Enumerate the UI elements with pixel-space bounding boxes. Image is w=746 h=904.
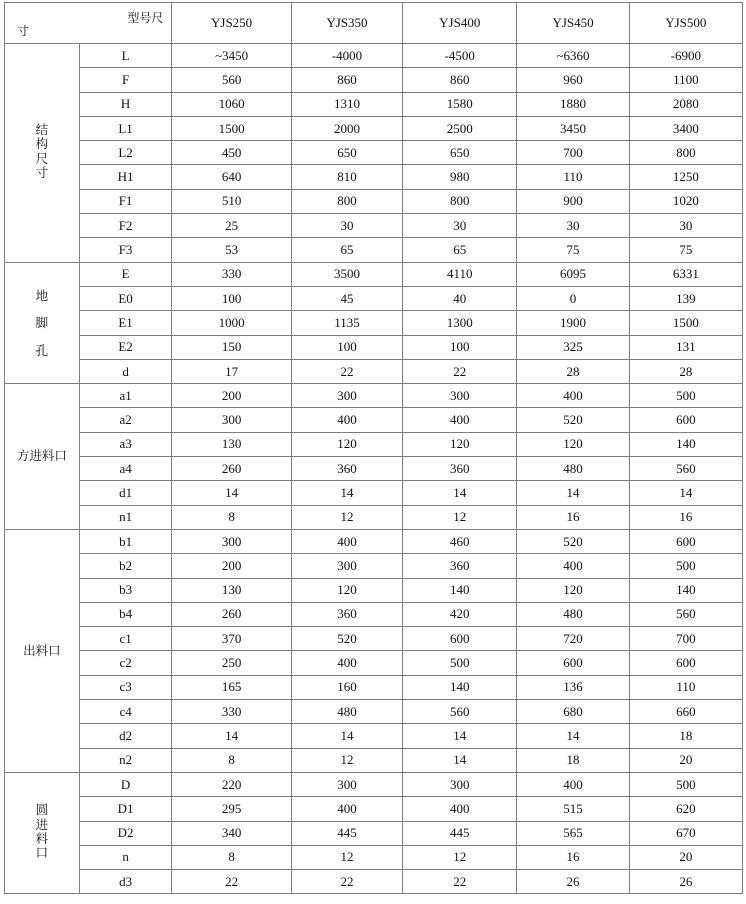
corner-header-cell xyxy=(5,3,172,44)
value-cell: 140 xyxy=(403,675,517,699)
value-cell: 120 xyxy=(517,578,629,602)
value-cell: 800 xyxy=(403,189,517,213)
param-name-cell: b4 xyxy=(79,602,172,626)
value-cell: 130 xyxy=(172,432,292,456)
value-cell: 16 xyxy=(517,845,629,869)
value-cell: 340 xyxy=(172,821,292,845)
value-cell: 14 xyxy=(172,724,292,748)
value-cell: 800 xyxy=(629,141,742,165)
value-cell: 20 xyxy=(629,748,742,772)
value-cell: 360 xyxy=(291,457,402,481)
table-row xyxy=(5,214,743,238)
value-cell: 450 xyxy=(172,141,292,165)
value-cell: 600 xyxy=(629,408,742,432)
param-name-cell: F xyxy=(79,68,172,92)
group-label-cell xyxy=(5,44,80,263)
table-row xyxy=(5,700,743,724)
value-cell: 560 xyxy=(172,68,292,92)
table-row xyxy=(5,529,743,553)
value-cell: 140 xyxy=(403,578,517,602)
param-name-cell: H1 xyxy=(79,165,172,189)
param-name-cell: n2 xyxy=(79,748,172,772)
value-cell: 30 xyxy=(291,214,402,238)
param-name-cell: c1 xyxy=(79,627,172,651)
param-name-cell: E2 xyxy=(79,335,172,359)
value-cell: 75 xyxy=(517,238,629,262)
value-cell: 140 xyxy=(629,432,742,456)
value-cell: 1500 xyxy=(629,311,742,335)
model-header: YJS450 xyxy=(517,3,629,44)
value-cell: 980 xyxy=(403,165,517,189)
value-cell: 330 xyxy=(172,262,292,286)
param-name-cell: a4 xyxy=(79,457,172,481)
value-cell: 400 xyxy=(517,384,629,408)
param-name-cell: c2 xyxy=(79,651,172,675)
table-row xyxy=(5,384,743,408)
param-name-cell: b2 xyxy=(79,554,172,578)
value-cell: 1300 xyxy=(403,311,517,335)
table-row xyxy=(5,651,743,675)
param-name-cell: H xyxy=(79,92,172,116)
value-cell: 960 xyxy=(517,68,629,92)
value-cell: 560 xyxy=(403,700,517,724)
value-cell: 22 xyxy=(403,359,517,383)
value-cell: 360 xyxy=(291,602,402,626)
value-cell: 1020 xyxy=(629,189,742,213)
value-cell: 400 xyxy=(517,554,629,578)
table-row xyxy=(5,748,743,772)
dimension-table xyxy=(4,2,743,894)
table-row xyxy=(5,481,743,505)
value-cell: 700 xyxy=(517,141,629,165)
value-cell: 14 xyxy=(172,481,292,505)
param-name-cell: L xyxy=(79,44,172,68)
value-cell: 14 xyxy=(403,724,517,748)
group-label: 圆进料口 xyxy=(35,802,49,861)
param-name-cell: b3 xyxy=(79,578,172,602)
value-cell: 445 xyxy=(403,821,517,845)
group-label: 出料口 xyxy=(23,642,61,658)
value-cell: 14 xyxy=(517,724,629,748)
value-cell: 75 xyxy=(629,238,742,262)
model-header: YJS500 xyxy=(629,3,742,44)
value-cell: 6095 xyxy=(517,262,629,286)
table-row xyxy=(5,189,743,213)
value-cell: 300 xyxy=(403,772,517,796)
value-cell: 16 xyxy=(629,505,742,529)
group-label-cell xyxy=(5,262,80,383)
value-cell: 260 xyxy=(172,602,292,626)
param-name-cell: a3 xyxy=(79,432,172,456)
value-cell: 30 xyxy=(403,214,517,238)
value-cell: 150 xyxy=(172,335,292,359)
param-name-cell: L2 xyxy=(79,141,172,165)
table-row xyxy=(5,44,743,68)
group-label: 地脚孔 xyxy=(35,287,49,358)
value-cell: 12 xyxy=(291,505,402,529)
value-cell: 460 xyxy=(403,529,517,553)
param-name-cell: d3 xyxy=(79,870,172,894)
param-name-cell: d2 xyxy=(79,724,172,748)
value-cell: 860 xyxy=(403,68,517,92)
value-cell: 1060 xyxy=(172,92,292,116)
value-cell: -6900 xyxy=(629,44,742,68)
value-cell: 640 xyxy=(172,165,292,189)
value-cell: 900 xyxy=(517,189,629,213)
value-cell: 2000 xyxy=(291,116,402,140)
value-cell: 30 xyxy=(629,214,742,238)
value-cell: 45 xyxy=(291,286,402,310)
table-row xyxy=(5,92,743,116)
value-cell: 131 xyxy=(629,335,742,359)
value-cell: 250 xyxy=(172,651,292,675)
value-cell: 670 xyxy=(629,821,742,845)
value-cell: 300 xyxy=(291,772,402,796)
value-cell: 100 xyxy=(403,335,517,359)
value-cell: 650 xyxy=(291,141,402,165)
value-cell: 16 xyxy=(517,505,629,529)
value-cell: 650 xyxy=(403,141,517,165)
param-name-cell: d xyxy=(79,359,172,383)
param-name-cell: D xyxy=(79,772,172,796)
table-row xyxy=(5,870,743,894)
value-cell: 370 xyxy=(172,627,292,651)
table-row xyxy=(5,675,743,699)
value-cell: 18 xyxy=(629,724,742,748)
value-cell: 30 xyxy=(517,214,629,238)
value-cell: 295 xyxy=(172,797,292,821)
value-cell: 810 xyxy=(291,165,402,189)
param-name-cell: n xyxy=(79,845,172,869)
value-cell: 520 xyxy=(517,529,629,553)
value-cell: 600 xyxy=(517,651,629,675)
value-cell: 8 xyxy=(172,505,292,529)
value-cell: 12 xyxy=(291,845,402,869)
value-cell: 300 xyxy=(403,384,517,408)
value-cell: 1100 xyxy=(629,68,742,92)
value-cell: 200 xyxy=(172,384,292,408)
value-cell: 500 xyxy=(629,384,742,408)
table-row xyxy=(5,286,743,310)
param-name-cell: F1 xyxy=(79,189,172,213)
value-cell: 300 xyxy=(291,554,402,578)
value-cell: 136 xyxy=(517,675,629,699)
param-name-cell: E xyxy=(79,262,172,286)
value-cell: 860 xyxy=(291,68,402,92)
value-cell: ~3450 xyxy=(172,44,292,68)
value-cell: 515 xyxy=(517,797,629,821)
table-row xyxy=(5,505,743,529)
value-cell: 120 xyxy=(403,432,517,456)
value-cell: 4110 xyxy=(403,262,517,286)
table-row xyxy=(5,602,743,626)
value-cell: 2500 xyxy=(403,116,517,140)
value-cell: 200 xyxy=(172,554,292,578)
value-cell: 300 xyxy=(172,408,292,432)
value-cell: 40 xyxy=(403,286,517,310)
value-cell: 445 xyxy=(291,821,402,845)
value-cell: 28 xyxy=(629,359,742,383)
value-cell: 400 xyxy=(291,797,402,821)
value-cell: 14 xyxy=(517,481,629,505)
value-cell: 500 xyxy=(629,554,742,578)
value-cell: 0 xyxy=(517,286,629,310)
value-cell: 53 xyxy=(172,238,292,262)
corner-bottom-label: 寸 xyxy=(17,24,30,38)
value-cell: 400 xyxy=(291,529,402,553)
param-name-cell: E0 xyxy=(79,286,172,310)
value-cell: 1000 xyxy=(172,311,292,335)
table-row xyxy=(5,311,743,335)
value-cell: 8 xyxy=(172,845,292,869)
value-cell: 400 xyxy=(403,408,517,432)
value-cell: 560 xyxy=(629,602,742,626)
param-name-cell: n1 xyxy=(79,505,172,529)
value-cell: 120 xyxy=(291,578,402,602)
param-name-cell: F3 xyxy=(79,238,172,262)
value-cell: 160 xyxy=(291,675,402,699)
value-cell: 25 xyxy=(172,214,292,238)
value-cell: 700 xyxy=(629,627,742,651)
value-cell: 6331 xyxy=(629,262,742,286)
param-name-cell: b1 xyxy=(79,529,172,553)
model-header: YJS400 xyxy=(403,3,517,44)
param-name-cell: D2 xyxy=(79,821,172,845)
value-cell: 330 xyxy=(172,700,292,724)
value-cell: 65 xyxy=(403,238,517,262)
table-row xyxy=(5,845,743,869)
table-row xyxy=(5,238,743,262)
value-cell: 600 xyxy=(629,529,742,553)
model-header: YJS250 xyxy=(172,3,292,44)
value-cell: 480 xyxy=(517,602,629,626)
value-cell: ~6360 xyxy=(517,44,629,68)
value-cell: 300 xyxy=(291,384,402,408)
value-cell: 500 xyxy=(629,772,742,796)
param-name-cell: d1 xyxy=(79,481,172,505)
value-cell: 26 xyxy=(629,870,742,894)
value-cell: 22 xyxy=(403,870,517,894)
value-cell: 325 xyxy=(517,335,629,359)
value-cell: 720 xyxy=(517,627,629,651)
value-cell: 8 xyxy=(172,748,292,772)
value-cell: 560 xyxy=(629,457,742,481)
value-cell: 140 xyxy=(629,578,742,602)
value-cell: 120 xyxy=(291,432,402,456)
value-cell: 565 xyxy=(517,821,629,845)
value-cell: 12 xyxy=(403,845,517,869)
model-header: YJS350 xyxy=(291,3,402,44)
value-cell: 2080 xyxy=(629,92,742,116)
value-cell: 420 xyxy=(403,602,517,626)
header-row xyxy=(5,3,743,44)
value-cell: 100 xyxy=(172,286,292,310)
table-row xyxy=(5,627,743,651)
value-cell: 1880 xyxy=(517,92,629,116)
value-cell: 480 xyxy=(291,700,402,724)
table-row xyxy=(5,724,743,748)
table-row xyxy=(5,68,743,92)
value-cell: 14 xyxy=(403,748,517,772)
value-cell: 26 xyxy=(517,870,629,894)
table-row xyxy=(5,432,743,456)
param-name-cell: a1 xyxy=(79,384,172,408)
table-row xyxy=(5,335,743,359)
param-name-cell: D1 xyxy=(79,797,172,821)
value-cell: 260 xyxy=(172,457,292,481)
value-cell: 14 xyxy=(291,724,402,748)
value-cell: 1250 xyxy=(629,165,742,189)
table-row xyxy=(5,359,743,383)
value-cell: -4500 xyxy=(403,44,517,68)
param-name-cell: c3 xyxy=(79,675,172,699)
table-row xyxy=(5,457,743,481)
value-cell: 18 xyxy=(517,748,629,772)
value-cell: 12 xyxy=(291,748,402,772)
table-row xyxy=(5,262,743,286)
group-label-cell xyxy=(5,772,80,893)
value-cell: 360 xyxy=(403,457,517,481)
table-row xyxy=(5,772,743,796)
corner-top-label: 型号尺 xyxy=(127,11,164,25)
param-name-cell: a2 xyxy=(79,408,172,432)
table-row xyxy=(5,408,743,432)
group-label-cell xyxy=(5,529,80,772)
param-name-cell: E1 xyxy=(79,311,172,335)
value-cell: 500 xyxy=(403,651,517,675)
table-row xyxy=(5,554,743,578)
value-cell: 220 xyxy=(172,772,292,796)
value-cell: 660 xyxy=(629,700,742,724)
table-row xyxy=(5,797,743,821)
param-name-cell: F2 xyxy=(79,214,172,238)
value-cell: 22 xyxy=(172,870,292,894)
table-row xyxy=(5,578,743,602)
value-cell: 22 xyxy=(291,870,402,894)
value-cell: 800 xyxy=(291,189,402,213)
value-cell: 400 xyxy=(291,408,402,432)
value-cell: 400 xyxy=(517,772,629,796)
value-cell: 520 xyxy=(291,627,402,651)
value-cell: 110 xyxy=(517,165,629,189)
value-cell: 3450 xyxy=(517,116,629,140)
value-cell: 1500 xyxy=(172,116,292,140)
value-cell: 620 xyxy=(629,797,742,821)
value-cell: 600 xyxy=(629,651,742,675)
value-cell: 1580 xyxy=(403,92,517,116)
value-cell: 20 xyxy=(629,845,742,869)
value-cell: 22 xyxy=(291,359,402,383)
value-cell: 28 xyxy=(517,359,629,383)
value-cell: 510 xyxy=(172,189,292,213)
value-cell: 139 xyxy=(629,286,742,310)
value-cell: 14 xyxy=(629,481,742,505)
value-cell: 400 xyxy=(291,651,402,675)
table-row xyxy=(5,141,743,165)
table-row xyxy=(5,821,743,845)
group-label: 方进料口 xyxy=(16,448,67,464)
value-cell: 14 xyxy=(403,481,517,505)
value-cell: 14 xyxy=(291,481,402,505)
value-cell: 110 xyxy=(629,675,742,699)
value-cell: 680 xyxy=(517,700,629,724)
value-cell: 3400 xyxy=(629,116,742,140)
table-row xyxy=(5,165,743,189)
value-cell: 165 xyxy=(172,675,292,699)
table-row xyxy=(5,116,743,140)
value-cell: 17 xyxy=(172,359,292,383)
value-cell: 65 xyxy=(291,238,402,262)
value-cell: 1135 xyxy=(291,311,402,335)
value-cell: 520 xyxy=(517,408,629,432)
value-cell: 130 xyxy=(172,578,292,602)
group-label: 结构尺寸 xyxy=(35,121,49,181)
value-cell: 120 xyxy=(517,432,629,456)
value-cell: 300 xyxy=(172,529,292,553)
value-cell: 100 xyxy=(291,335,402,359)
value-cell: 600 xyxy=(403,627,517,651)
value-cell: 1900 xyxy=(517,311,629,335)
value-cell: -4000 xyxy=(291,44,402,68)
value-cell: 1310 xyxy=(291,92,402,116)
table-body xyxy=(5,44,743,894)
group-label-cell xyxy=(5,384,80,530)
value-cell: 400 xyxy=(403,797,517,821)
value-cell: 3500 xyxy=(291,262,402,286)
param-name-cell: c4 xyxy=(79,700,172,724)
value-cell: 12 xyxy=(403,505,517,529)
param-name-cell: L1 xyxy=(79,116,172,140)
value-cell: 480 xyxy=(517,457,629,481)
value-cell: 360 xyxy=(403,554,517,578)
